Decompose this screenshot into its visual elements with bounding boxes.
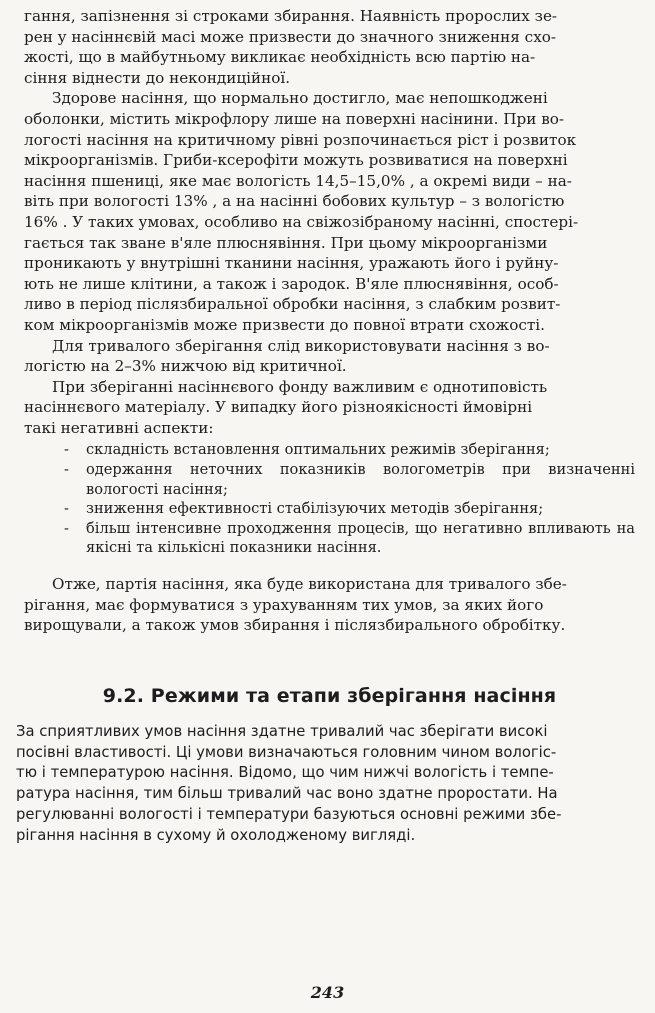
text-line: посівні властивості. Ці умови визначаються головним чином вологіс- bbox=[16, 743, 557, 761]
paragraph-1 bbox=[24, 6, 635, 88]
text-line: проникають у внутрішні тканини насіння, уражають його і руйну- bbox=[24, 254, 559, 273]
list-dash: - bbox=[64, 461, 69, 479]
conclusion-paragraph bbox=[24, 574, 635, 636]
text-line: ливо в період післязбиральної обробки насіння, з слабким розвит- bbox=[24, 295, 561, 314]
text-line: мікроорганізмів. Гриби-ксерофіти можуть розвиватися на поверхні bbox=[24, 151, 568, 170]
text-line: жості, що в майбутньому викликає необхідність всю партію на- bbox=[24, 48, 536, 67]
text-line: сіння віднести до некондиційної. bbox=[24, 68, 291, 87]
list-item-text: одержання неточних показників вологометрів при визначенні вологості насіння; bbox=[86, 461, 635, 498]
text-line: рігання насіння в сухому й охолодженому вигляді. bbox=[16, 826, 416, 844]
text-line: При зберіганні насіннєвого фонду важливим є однотиповість bbox=[52, 377, 548, 396]
text-line: ють не лише клітини, а також і зародок. В'яле плюснявіння, особ- bbox=[24, 274, 559, 293]
text-line: За сприятливих умов насіння здатне тривалий час зберігати високі bbox=[16, 722, 548, 740]
paragraph-3 bbox=[24, 336, 635, 377]
text-line: гання, запізнення зі строками збирання. Наявність проросли​х зе- bbox=[24, 7, 558, 25]
text-line: Для тривалого зберігання слід використовувати насіння з во- bbox=[52, 336, 550, 355]
paragraph-2 bbox=[24, 88, 635, 335]
text-line: такі негативні аспекти: bbox=[24, 418, 214, 437]
text-line: насіння пшениці, яке має вологість 14,5–15,0% , а окремі види – на- bbox=[24, 171, 572, 190]
list-item bbox=[24, 460, 635, 499]
text-line: насіннєвого матеріалу. У випадку його різноякісності ймовірні bbox=[24, 398, 533, 417]
list-item-text: більш інтенсивне проходження процесів, що негативно впливають на якісні та кількісні показники насіння. bbox=[86, 519, 635, 557]
text-line: логістю на 2–3% нижчою від критичної. bbox=[24, 357, 347, 376]
list-item bbox=[24, 519, 635, 558]
text-line: рен у насіннєвій масі може призвести до значного зниження схо- bbox=[24, 27, 557, 46]
list-item bbox=[24, 440, 635, 460]
page-number: 243 bbox=[310, 983, 345, 1002]
list-dash: - bbox=[64, 519, 69, 537]
list-item-text: зниження ефективності стабілізуючих методів зберігання; bbox=[86, 500, 544, 518]
text-line: регулюванні вологості і температури базуються основні режими збе- bbox=[16, 806, 562, 823]
list-item-text: складність встановлення оптимальних режимів зберігання; bbox=[86, 441, 550, 459]
aspects-list bbox=[24, 440, 635, 558]
list-dash: - bbox=[64, 500, 69, 518]
section-heading: 9.2. Режими та етапи зберігання насіння bbox=[102, 684, 557, 707]
paragraph-4 bbox=[24, 377, 635, 439]
text-line: 16% . У таких умовах, особливо на свіжозібраному насінні, спостері- bbox=[24, 212, 579, 231]
text-line: оболонки, містить мікрофлору лише на поверхні насінини. При во- bbox=[24, 109, 565, 128]
text-line: гається так зване в'яле плюснявіння. При цьому мікроорганізми bbox=[24, 233, 548, 252]
text-line: Здорове насіння, що нормально достигло, має непошкоджені bbox=[52, 89, 548, 108]
text-line: Отже, партія насіння, яка буде використана для тривалого збе- bbox=[52, 575, 567, 594]
list-item bbox=[24, 499, 635, 519]
text-line: ратура насіння, тим більш тривалий час воно здатне проростати. На bbox=[16, 785, 558, 803]
text-line: вирощували, а також умов збирання і післязбирального обробітку. bbox=[24, 616, 566, 635]
text-line: ком мікроорганізмів може призвести до повної втрати схожості. bbox=[24, 315, 545, 334]
list-dash: - bbox=[64, 441, 69, 459]
text-line: рігання, має формуватися з урахуванням тих умов, за яких його bbox=[24, 595, 544, 614]
section-paragraph bbox=[16, 722, 635, 847]
text-line: віть при вологості 13% , а на насінні бобових культур – з вологістю bbox=[24, 192, 565, 211]
text-line: логості насіння на критичному рівні розпочинається ріст і розвиток bbox=[24, 130, 577, 149]
text-line: тю і температурою насіння. Відомо, що чим нижчі вологість і темпе- bbox=[16, 764, 554, 782]
